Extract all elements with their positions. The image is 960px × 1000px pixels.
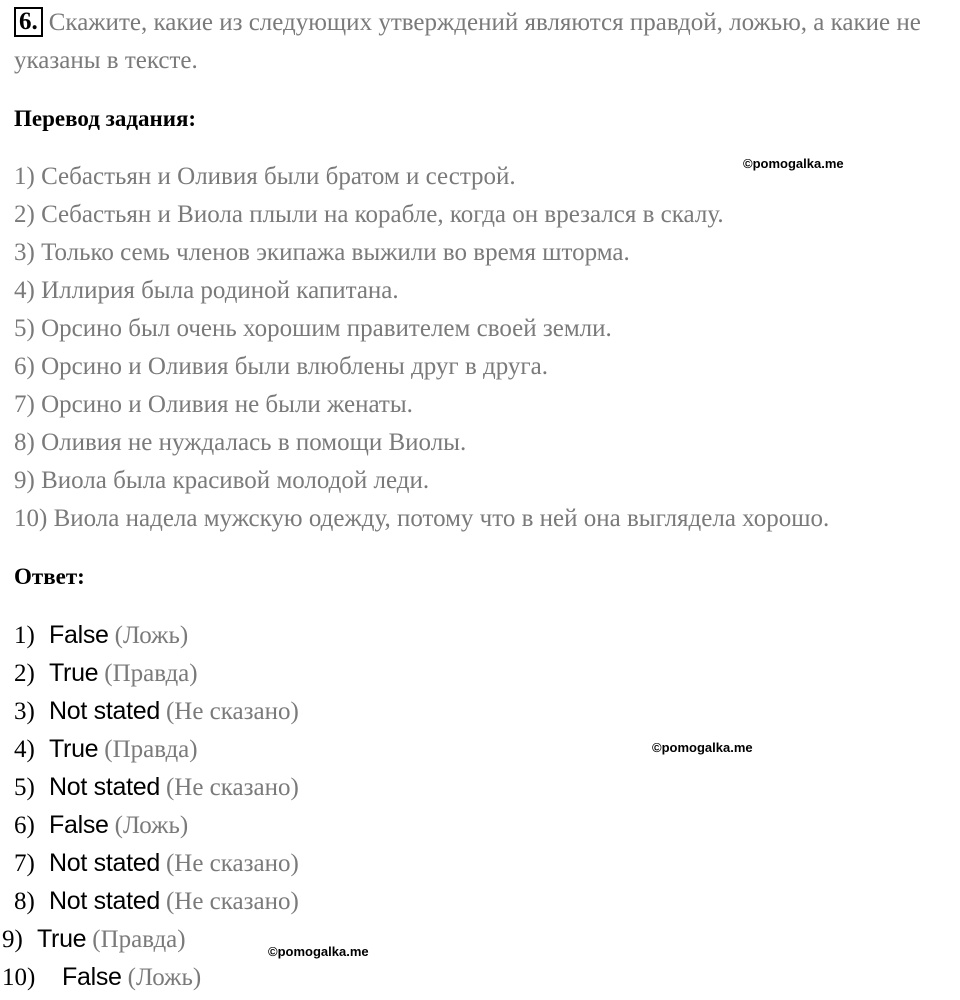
statement-8: 8) Оливия не нуждалась в помощи Виолы.: [14, 429, 467, 456]
statement-list: [14, 158, 829, 538]
answer-2: [14, 654, 299, 692]
answer-4: [14, 730, 299, 768]
answer-english: False: [49, 811, 109, 839]
answer-6: [14, 806, 299, 844]
answer-english: True: [37, 925, 87, 953]
answer-english: True: [49, 735, 99, 763]
answer-russian: (Не сказано): [165, 850, 299, 877]
answer-list: [2, 616, 299, 996]
statement-7: 7) Орсино и Оливия не были женаты.: [14, 391, 413, 418]
task-number-box: 6.: [14, 7, 43, 37]
answer-number: 10): [2, 964, 36, 991]
statement-5: 5) Орсино был очень хорошим правителем своей земли.: [14, 315, 612, 342]
answer-english: Not stated: [49, 773, 160, 801]
answer-number: 4): [14, 736, 35, 763]
answer-number: 5): [14, 774, 35, 801]
watermark: ©pomogalka.me: [652, 740, 753, 755]
statement-3: 3) Только семь членов экипажа выжили во время шторма.: [14, 239, 630, 266]
statement-2: 2) Себастьян и Виола плыли на корабле, когда он врезался в скалу.: [14, 201, 724, 228]
translation-title: Перевод задания:: [14, 106, 197, 131]
answer-number: 8): [14, 888, 35, 915]
task-text: Скажите, какие из следующих утверждений являются правдой, ложью, а какие не указаны в тексте.: [14, 9, 921, 74]
answer-english: False: [62, 963, 122, 991]
task-header: [14, 4, 954, 80]
answer-russian: (Ложь): [114, 622, 189, 649]
answer-english: Not stated: [49, 887, 160, 915]
answer-english: False: [49, 621, 109, 649]
answer-10: [2, 958, 287, 996]
answer-russian: (Не сказано): [165, 698, 299, 725]
answer-7: [14, 844, 299, 882]
answer-russian: (Не сказано): [165, 774, 299, 801]
answer-number: 2): [14, 660, 35, 687]
answer-russian: (Ложь): [114, 812, 189, 839]
answer-russian: (Ложь): [127, 964, 202, 991]
answer-title: Ответ:: [14, 564, 85, 589]
answer-number: 6): [14, 812, 35, 839]
answer-english: True: [49, 659, 99, 687]
answer-1: [14, 616, 299, 654]
statement-1: 1) Себастьян и Оливия были братом и сестрой.: [14, 163, 516, 190]
answer-english: Not stated: [49, 697, 160, 725]
answer-number: 1): [14, 622, 35, 649]
answer-russian: (Правда): [104, 736, 198, 763]
statement-9: 9) Виола была красивой молодой леди.: [14, 467, 430, 494]
statement-10: 10) Виола надела мужскую одежду, потому что в ней она выглядела хорошо.: [14, 505, 830, 532]
answer-5: [14, 768, 299, 806]
statement-4: 4) Иллирия была родиной капитана.: [14, 277, 399, 304]
answer-9: [2, 920, 287, 958]
answer-8: [14, 882, 299, 920]
statement-6: 6) Орсино и Оливия были влюблены друг в друга.: [14, 353, 548, 380]
watermark: ©pomogalka.me: [743, 156, 844, 171]
answer-number: 9): [2, 926, 23, 953]
answer-number: 7): [14, 850, 35, 877]
answer-english: Not stated: [49, 849, 160, 877]
watermark: ©pomogalka.me: [268, 944, 369, 959]
answer-russian: (Правда): [92, 926, 186, 953]
answer-russian: (Правда): [104, 660, 198, 687]
answer-3: [14, 692, 299, 730]
answer-russian: (Не сказано): [165, 888, 299, 915]
answer-number: 3): [14, 698, 35, 725]
